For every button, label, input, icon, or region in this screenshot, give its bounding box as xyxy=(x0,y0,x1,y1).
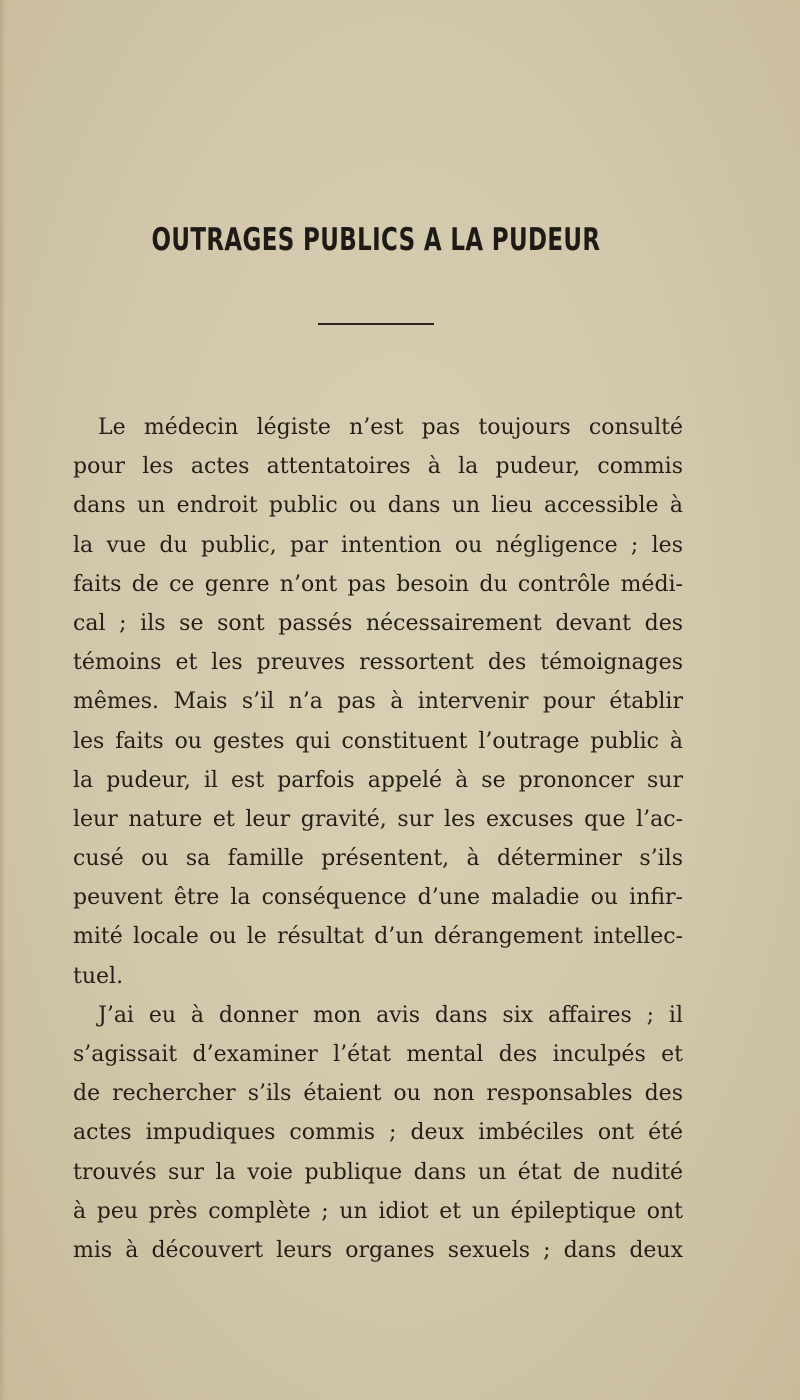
text-line: cal ; ils se sont passés nécessairement devant des xyxy=(73,610,683,636)
text-line: s’agissait d’examiner l’état mental des inculpés et xyxy=(73,1042,683,1067)
text-line: faits de ce genre n’ont pas besoin du contrôle médi- xyxy=(73,571,683,597)
text-line: cusé ou sa famille présentent, à déterminer s’ils xyxy=(73,846,683,872)
page-edge-shadow xyxy=(0,0,6,1400)
text-line: trouvés sur la voie publique dans un état de nudité xyxy=(73,1159,683,1185)
text-line: de rechercher s’ils étaient ou non responsables des xyxy=(73,1081,683,1107)
text-line: la vue du public, par intention ou négligence ; les xyxy=(73,532,683,558)
text-line: Le médecin légiste n’est pas toujours consulté xyxy=(98,415,683,440)
text-line: actes impudiques commis ; deux imbéciles ont été xyxy=(73,1120,683,1146)
text-line: leur nature et leur gravité, sur les excuses que l’ac- xyxy=(73,806,683,832)
text-line: à peu près complète ; un idiot et un épileptique ont xyxy=(73,1198,683,1224)
text-line: dans un endroit public ou dans un lieu accessible à xyxy=(73,493,683,519)
body-text xyxy=(73,408,683,1270)
chapter-title: OUTRAGES PUBLICS A LA PUDEUR xyxy=(151,222,601,258)
text-line: mité locale ou le résultat d’un dérangement intellec- xyxy=(73,924,683,950)
title-divider xyxy=(318,323,434,325)
text-line: peuvent être la conséquence d’une maladie ou infir- xyxy=(73,885,683,911)
text-line: les faits ou gestes qui constituent l’outrage public à xyxy=(73,728,683,754)
text-line: témoins et les preuves ressortent des témoignages xyxy=(73,650,683,676)
text-line: mis à découvert leurs organes sexuels ; dans deux xyxy=(73,1237,683,1263)
text-line: tuel. xyxy=(73,963,124,989)
text-line: pour les actes attentatoires à la pudeur, commis xyxy=(73,454,683,480)
text-line: mêmes. Mais s’il n’a pas à intervenir pour établir xyxy=(73,689,683,715)
text-line: J’ai eu à donner mon avis dans six affaires ; il xyxy=(98,1002,683,1028)
text-line: la pudeur, il est parfois appelé à se prononcer sur xyxy=(73,767,683,793)
